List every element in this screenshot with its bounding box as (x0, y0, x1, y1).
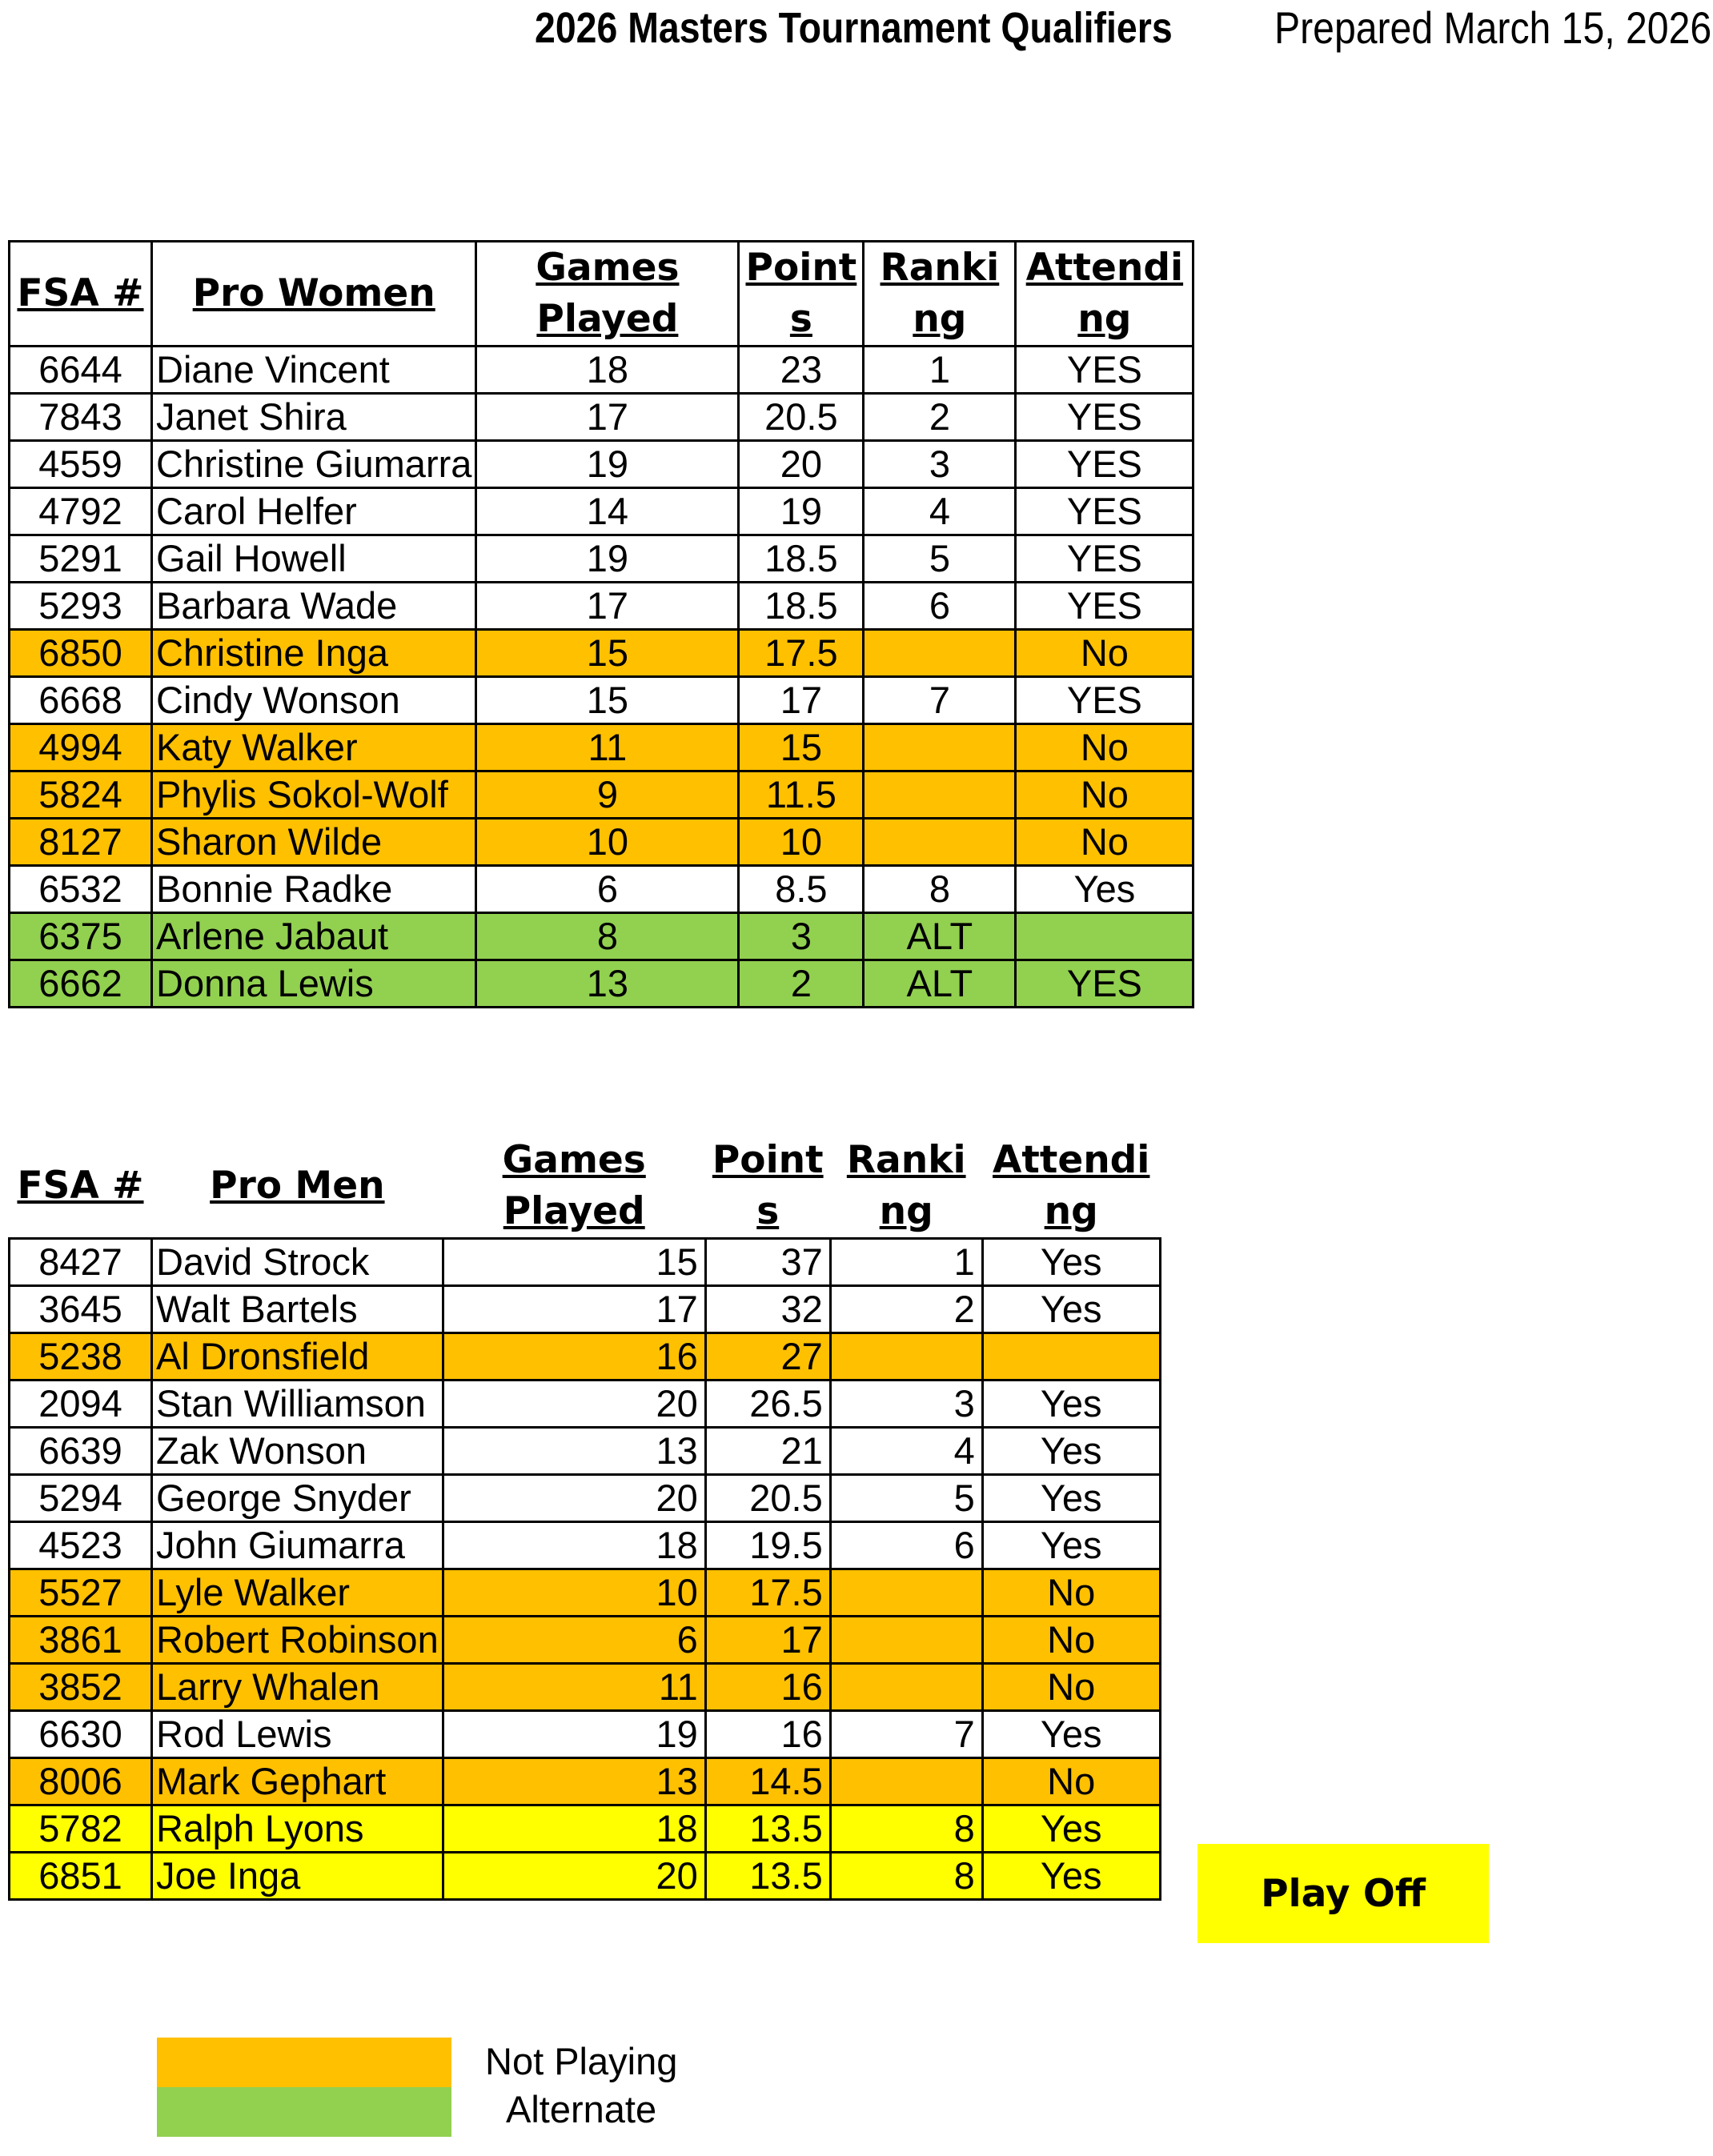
name-cell: David Strock (152, 1239, 443, 1286)
fsa-cell: 6532 (10, 866, 152, 913)
fsa-cell: 8127 (10, 819, 152, 866)
games-played-cell: 15 (476, 630, 739, 677)
fsa-cell: 4994 (10, 724, 152, 771)
ranking-cell: 8 (830, 1805, 982, 1853)
fsa-cell: 5238 (10, 1333, 152, 1381)
ranking-cell: 5 (864, 535, 1016, 583)
games-played-cell: 19 (476, 441, 739, 488)
header-ranking: Ranking (846, 1138, 966, 1233)
points-cell: 18.5 (739, 535, 864, 583)
ranking-cell (830, 1664, 982, 1711)
fsa-cell: 6850 (10, 630, 152, 677)
pro-women-table (8, 240, 1194, 1008)
attending-cell: YES (1016, 677, 1193, 724)
ranking-cell: 4 (864, 488, 1016, 535)
attending-cell: No (982, 1617, 1160, 1664)
ranking-cell (830, 1617, 982, 1664)
games-played-cell: 13 (476, 960, 739, 1008)
games-played-cell: 11 (476, 724, 739, 771)
attending-cell: Yes (982, 1286, 1160, 1333)
points-cell: 32 (705, 1286, 830, 1333)
games-played-cell: 15 (443, 1239, 705, 1286)
name-cell: Ralph Lyons (152, 1805, 443, 1853)
points-cell: 14.5 (705, 1758, 830, 1805)
attending-cell: Yes (982, 1381, 1160, 1428)
attending-cell: Yes (1016, 866, 1193, 913)
name-cell: Barbara Wade (152, 583, 476, 630)
points-cell: 13.5 (705, 1853, 830, 1900)
points-cell: 26.5 (705, 1381, 830, 1428)
points-cell: 13.5 (705, 1805, 830, 1853)
fsa-cell: 5527 (10, 1569, 152, 1617)
header-attending: Attending (993, 1138, 1150, 1233)
table-row (10, 1805, 1161, 1853)
table-row (10, 913, 1193, 960)
header-ranking: Ranking (864, 242, 1016, 347)
fsa-cell: 6630 (10, 1711, 152, 1758)
legend-alternate-swatch (157, 2087, 451, 2137)
table-row (10, 630, 1193, 677)
games-played-cell: 16 (443, 1333, 705, 1381)
points-cell: 37 (705, 1239, 830, 1286)
name-cell: Larry Whalen (152, 1664, 443, 1711)
table-row (10, 441, 1193, 488)
name-cell: Christine Giumarra (152, 441, 476, 488)
ranking-cell: 8 (830, 1853, 982, 1900)
table-row (10, 1664, 1161, 1711)
attending-cell: No (982, 1758, 1160, 1805)
attending-cell: No (982, 1664, 1160, 1711)
table-row (10, 1475, 1161, 1522)
games-played-cell: 18 (476, 347, 739, 394)
fsa-cell: 3645 (10, 1286, 152, 1333)
table-row (10, 1617, 1161, 1664)
table-row (10, 347, 1193, 394)
ranking-cell: 6 (864, 583, 1016, 630)
games-played-cell: 17 (476, 394, 739, 441)
table-row (10, 583, 1193, 630)
points-cell: 19.5 (705, 1522, 830, 1569)
ranking-cell: 8 (864, 866, 1016, 913)
table-row (10, 1758, 1161, 1805)
legend-alternate-label: Alternate (506, 2088, 657, 2130)
ranking-cell (830, 1569, 982, 1617)
ranking-cell: 3 (864, 441, 1016, 488)
points-cell: 27 (705, 1333, 830, 1381)
name-cell: Diane Vincent (152, 347, 476, 394)
header-points: Points (739, 242, 864, 347)
points-cell: 8.5 (739, 866, 864, 913)
ranking-cell: 7 (864, 677, 1016, 724)
attending-cell: Yes (982, 1711, 1160, 1758)
ranking-cell: 5 (830, 1475, 982, 1522)
name-cell: Donna Lewis (152, 960, 476, 1008)
table-row (10, 1569, 1161, 1617)
attending-cell: Yes (982, 1853, 1160, 1900)
attending-cell: No (982, 1569, 1160, 1617)
header-pro-men: Pro Men (210, 1164, 385, 1208)
prepared-date: Prepared March 15, 2026 (1274, 2, 1712, 53)
fsa-cell: 4523 (10, 1522, 152, 1569)
fsa-cell: 5824 (10, 771, 152, 819)
fsa-cell: 5293 (10, 583, 152, 630)
legend-not-playing-swatch (157, 2038, 451, 2087)
attending-cell (982, 1333, 1160, 1381)
attending-cell: YES (1016, 347, 1193, 394)
name-cell: Gail Howell (152, 535, 476, 583)
attending-cell: No (1016, 771, 1193, 819)
points-cell: 21 (705, 1428, 830, 1475)
fsa-cell: 6851 (10, 1853, 152, 1900)
fsa-cell: 3861 (10, 1617, 152, 1664)
name-cell: George Snyder (152, 1475, 443, 1522)
games-played-cell: 20 (443, 1853, 705, 1900)
attending-cell: YES (1016, 535, 1193, 583)
table-row (10, 960, 1193, 1008)
attending-cell (1016, 913, 1193, 960)
games-played-cell: 8 (476, 913, 739, 960)
table-row (10, 1333, 1161, 1381)
name-cell: Al Dronsfield (152, 1333, 443, 1381)
points-cell: 17.5 (705, 1569, 830, 1617)
name-cell: Bonnie Radke (152, 866, 476, 913)
name-cell: Mark Gephart (152, 1758, 443, 1805)
table-row (10, 819, 1193, 866)
points-cell: 17 (705, 1617, 830, 1664)
name-cell: Robert Robinson (152, 1617, 443, 1664)
points-cell: 19 (739, 488, 864, 535)
table-header-row (10, 1135, 1161, 1239)
fsa-cell: 8427 (10, 1239, 152, 1286)
name-cell: John Giumarra (152, 1522, 443, 1569)
name-cell: Janet Shira (152, 394, 476, 441)
points-cell: 16 (705, 1664, 830, 1711)
ranking-cell (864, 630, 1016, 677)
ranking-cell: 1 (830, 1239, 982, 1286)
games-played-cell: 10 (443, 1569, 705, 1617)
points-cell: 11.5 (739, 771, 864, 819)
table-row (10, 535, 1193, 583)
games-played-cell: 20 (443, 1381, 705, 1428)
attending-cell: YES (1016, 394, 1193, 441)
name-cell: Katy Walker (152, 724, 476, 771)
name-cell: Rod Lewis (152, 1711, 443, 1758)
points-cell: 20 (739, 441, 864, 488)
attending-cell: Yes (982, 1522, 1160, 1569)
points-cell: 17.5 (739, 630, 864, 677)
points-cell: 15 (739, 724, 864, 771)
table-header-row (10, 242, 1193, 347)
games-played-cell: 11 (443, 1664, 705, 1711)
ranking-cell: 7 (830, 1711, 982, 1758)
table-row (10, 1522, 1161, 1569)
ranking-cell: ALT (864, 913, 1016, 960)
attending-cell: YES (1016, 441, 1193, 488)
ranking-cell (830, 1758, 982, 1805)
attending-cell: No (1016, 630, 1193, 677)
header-fsa: FSA # (17, 1164, 144, 1208)
fsa-cell: 2094 (10, 1381, 152, 1428)
ranking-cell: ALT (864, 960, 1016, 1008)
points-cell: 18.5 (739, 583, 864, 630)
fsa-cell: 6639 (10, 1428, 152, 1475)
table-row (10, 394, 1193, 441)
points-cell: 16 (705, 1711, 830, 1758)
name-cell: Phylis Sokol-Wolf (152, 771, 476, 819)
name-cell: Carol Helfer (152, 488, 476, 535)
fsa-cell: 4559 (10, 441, 152, 488)
fsa-cell: 6662 (10, 960, 152, 1008)
table-row (10, 677, 1193, 724)
table-row (10, 1239, 1161, 1286)
attending-cell: Yes (982, 1475, 1160, 1522)
report-title: 2026 Masters Tournament Qualifiers (535, 4, 1173, 52)
fsa-cell: 6375 (10, 913, 152, 960)
points-cell: 3 (739, 913, 864, 960)
name-cell: Joe Inga (152, 1853, 443, 1900)
games-played-cell: 18 (443, 1522, 705, 1569)
fsa-cell: 6668 (10, 677, 152, 724)
ranking-cell: 4 (830, 1428, 982, 1475)
ranking-cell: 3 (830, 1381, 982, 1428)
header-games-played: Games Played (502, 1138, 646, 1233)
fsa-cell: 4792 (10, 488, 152, 535)
header-points: Points (712, 1138, 824, 1233)
ranking-cell (830, 1333, 982, 1381)
ranking-cell: 2 (830, 1286, 982, 1333)
points-cell: 10 (739, 819, 864, 866)
games-played-cell: 13 (443, 1428, 705, 1475)
games-played-cell: 6 (443, 1617, 705, 1664)
games-played-cell: 20 (443, 1475, 705, 1522)
table-row (10, 1286, 1161, 1333)
name-cell: Cindy Wonson (152, 677, 476, 724)
pro-men-table (8, 1135, 1161, 1901)
attending-cell: YES (1016, 583, 1193, 630)
games-played-cell: 13 (443, 1758, 705, 1805)
points-cell: 23 (739, 347, 864, 394)
fsa-cell: 5294 (10, 1475, 152, 1522)
points-cell: 20.5 (705, 1475, 830, 1522)
header-attending: Attending (1016, 242, 1193, 347)
table-row (10, 1853, 1161, 1900)
ranking-cell (864, 724, 1016, 771)
attending-cell: No (1016, 724, 1193, 771)
table-row (10, 1711, 1161, 1758)
games-played-cell: 18 (443, 1805, 705, 1853)
table-row (10, 1428, 1161, 1475)
ranking-cell (864, 771, 1016, 819)
table-row (10, 488, 1193, 535)
ranking-cell: 1 (864, 347, 1016, 394)
attending-cell: YES (1016, 960, 1193, 1008)
name-cell: Walt Bartels (152, 1286, 443, 1333)
fsa-cell: 8006 (10, 1758, 152, 1805)
games-played-cell: 15 (476, 677, 739, 724)
table-row (10, 866, 1193, 913)
games-played-cell: 17 (443, 1286, 705, 1333)
header-pro-women: Pro Women (152, 242, 476, 347)
attending-cell: Yes (982, 1428, 1160, 1475)
table-row (10, 724, 1193, 771)
name-cell: Lyle Walker (152, 1569, 443, 1617)
games-played-cell: 10 (476, 819, 739, 866)
play-off-label: Play Off (1197, 1844, 1489, 1943)
games-played-cell: 19 (476, 535, 739, 583)
fsa-cell: 6644 (10, 347, 152, 394)
attending-cell: Yes (982, 1239, 1160, 1286)
games-played-cell: 19 (443, 1711, 705, 1758)
fsa-cell: 3852 (10, 1664, 152, 1711)
fsa-cell: 7843 (10, 394, 152, 441)
name-cell: Christine Inga (152, 630, 476, 677)
ranking-cell: 2 (864, 394, 1016, 441)
attending-cell: Yes (982, 1805, 1160, 1853)
games-played-cell: 14 (476, 488, 739, 535)
name-cell: Zak Wonson (152, 1428, 443, 1475)
games-played-cell: 17 (476, 583, 739, 630)
ranking-cell: 6 (830, 1522, 982, 1569)
attending-cell: YES (1016, 488, 1193, 535)
fsa-cell: 5782 (10, 1805, 152, 1853)
points-cell: 2 (739, 960, 864, 1008)
name-cell: Arlene Jabaut (152, 913, 476, 960)
name-cell: Sharon Wilde (152, 819, 476, 866)
header-games-played: Games Played (476, 242, 739, 347)
games-played-cell: 9 (476, 771, 739, 819)
fsa-cell: 5291 (10, 535, 152, 583)
games-played-cell: 6 (476, 866, 739, 913)
name-cell: Stan Williamson (152, 1381, 443, 1428)
points-cell: 20.5 (739, 394, 864, 441)
ranking-cell (864, 819, 1016, 866)
table-row (10, 771, 1193, 819)
table-row (10, 1381, 1161, 1428)
attending-cell: No (1016, 819, 1193, 866)
legend-not-playing-label: Not Playing (485, 2040, 678, 2082)
points-cell: 17 (739, 677, 864, 724)
header-fsa: FSA # (10, 242, 152, 347)
